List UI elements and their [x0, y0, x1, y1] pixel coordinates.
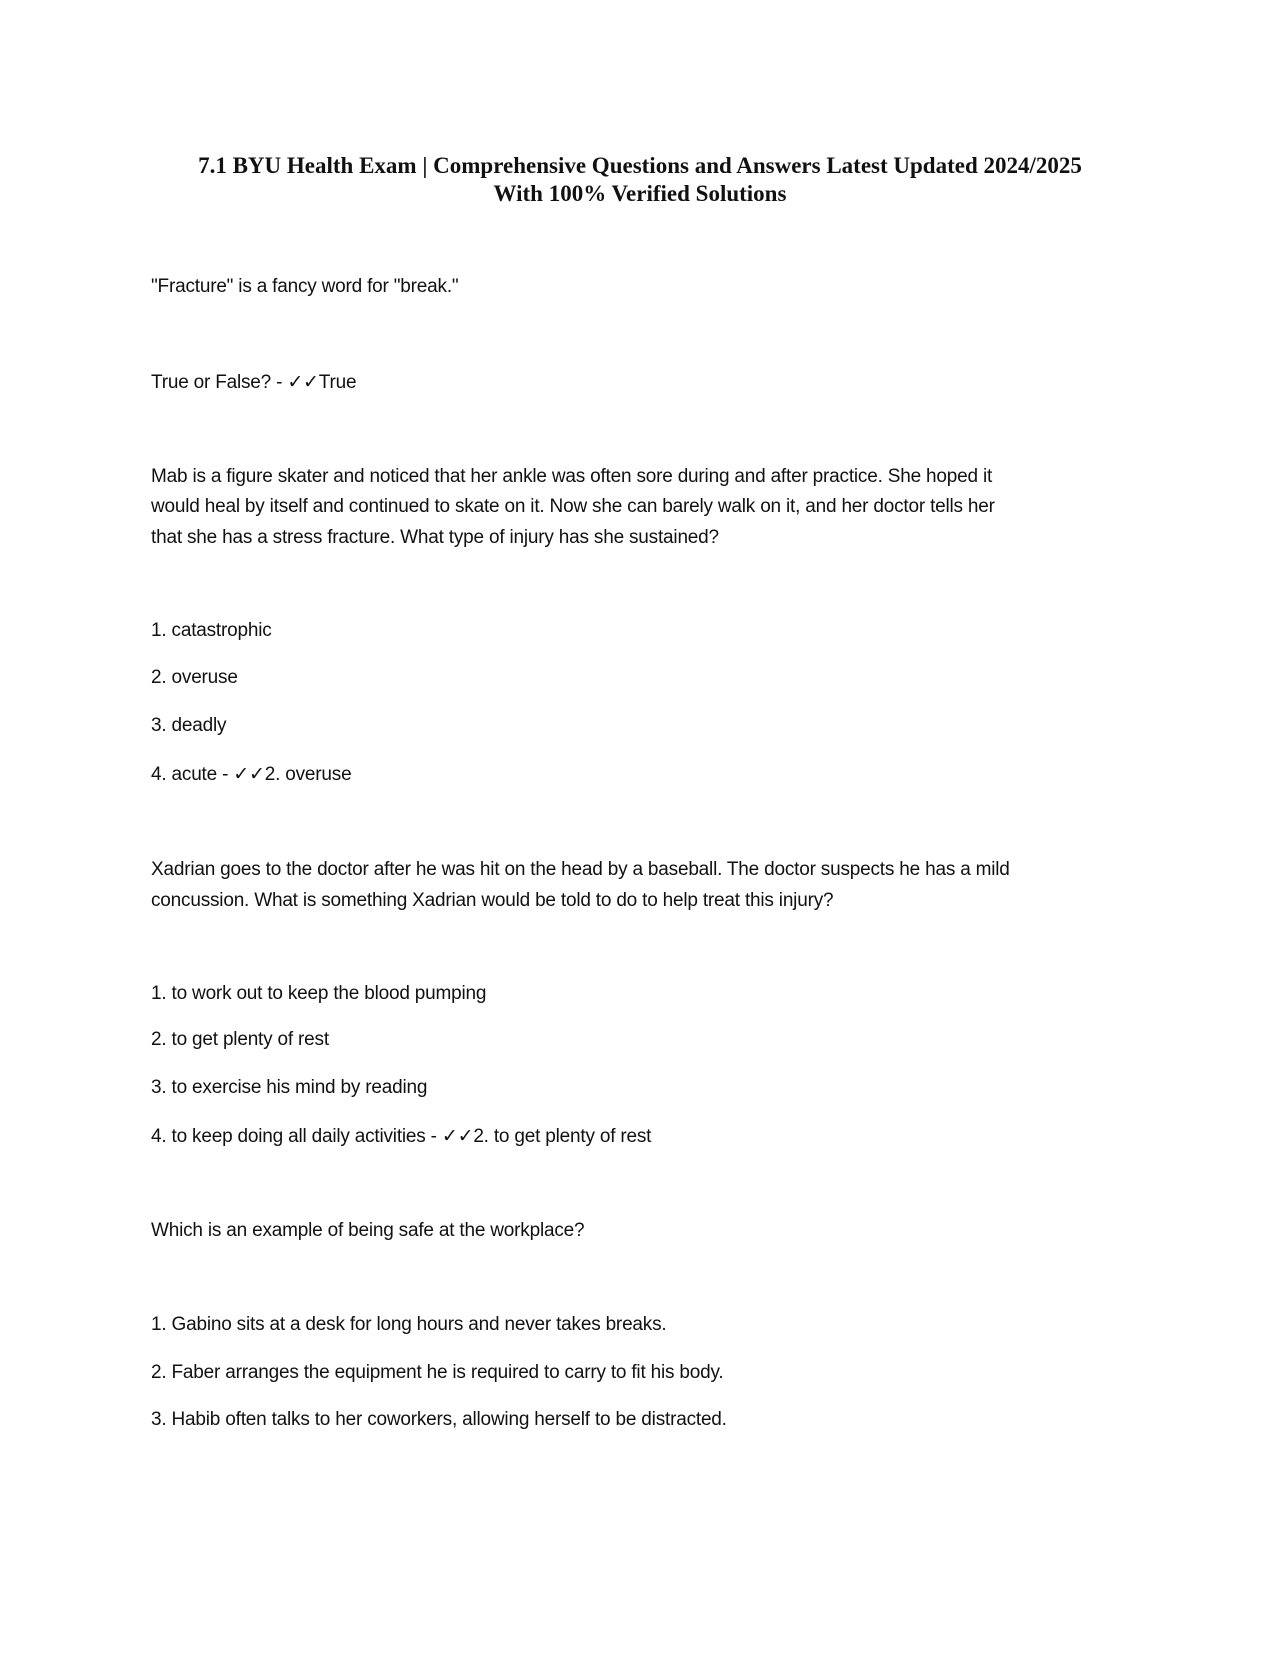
question-text: Mab is a figure skater and noticed that her ankle was often sore during and after practice. She hoped it	[151, 466, 993, 487]
question-text: Which is an example of being safe at the workplace?	[151, 1220, 585, 1241]
option-item: 2. to get plenty of rest	[151, 1029, 329, 1050]
question-text: Xadrian goes to the doctor after he was hit on the head by a baseball. The doctor suspects he has a mild	[151, 859, 1010, 880]
option-item-with-answer: 4. acute - ✓✓2. overuse	[151, 764, 352, 785]
option-item: 3. to exercise his mind by reading	[151, 1077, 428, 1098]
question-text: concussion. What is something Xadrian would be told to do to help treat this injury?	[151, 890, 834, 911]
document-title-line-2: With 100% Verified Solutions	[493, 181, 787, 206]
option-item-with-answer: 4. to keep doing all daily activities - ✓✓2. to get plenty of rest	[151, 1126, 652, 1147]
option-item: 2. overuse	[151, 667, 238, 688]
question-text: would heal by itself and continued to skate on it. Now she can barely walk on it, and her doctor tells her	[151, 496, 995, 517]
question-text: that she has a stress fracture. What type of injury has she sustained?	[151, 527, 719, 548]
answer-text: True or False? - ✓✓True	[151, 372, 357, 393]
option-item: 3. deadly	[151, 715, 227, 736]
question-text: "Fracture" is a fancy word for "break."	[151, 276, 459, 297]
option-item: 1. catastrophic	[151, 620, 272, 641]
option-item: 1. Gabino sits at a desk for long hours and never takes breaks.	[151, 1314, 667, 1335]
option-item: 2. Faber arranges the equipment he is required to carry to fit his body.	[151, 1362, 724, 1383]
option-item: 3. Habib often talks to her coworkers, allowing herself to be distracted.	[151, 1409, 727, 1430]
option-item: 1. to work out to keep the blood pumping	[151, 983, 487, 1004]
document-title-line-1: 7.1 BYU Health Exam | Comprehensive Questions and Answers Latest Updated 2024/2025	[198, 153, 1082, 178]
